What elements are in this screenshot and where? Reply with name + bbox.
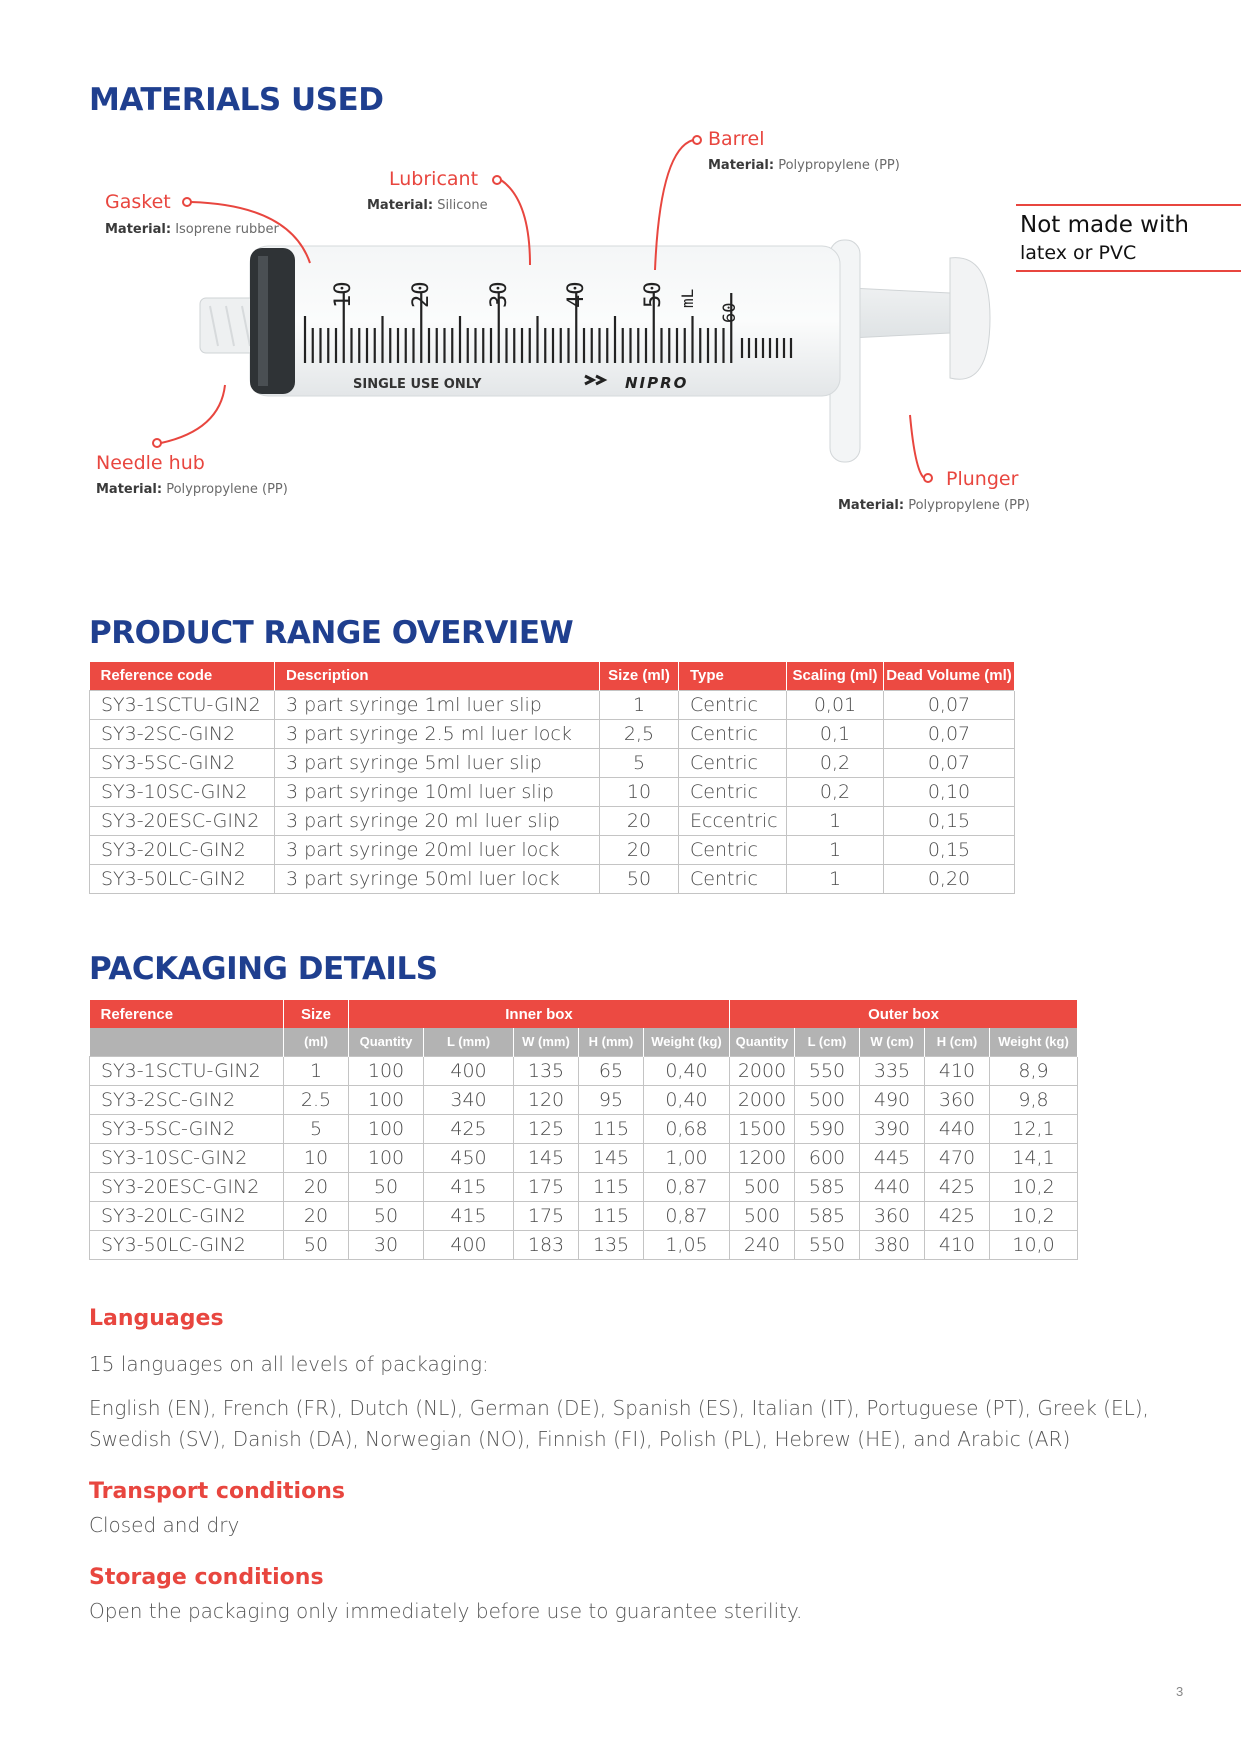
packaging-cell: 1200 [730,1143,795,1172]
packaging-row [90,1114,1078,1143]
packaging-cell: 14,1 [990,1143,1078,1172]
materials-title: MATERIALS USED [89,82,384,118]
packaging-cell: SY3-20LC-GIN2 [90,1201,284,1230]
packaging-row [90,1056,1078,1085]
callout-lubricant [367,168,488,213]
subheader-inner-weight: Weight (kg) [644,1028,730,1056]
packaging-cell: 335 [860,1056,925,1085]
col-scaling: Scaling (ml) [787,662,884,690]
packaging-cell: 410 [925,1056,990,1085]
range-cell: SY3-10SC-GIN2 [90,777,275,806]
transport-title: Transport conditions [89,1479,345,1504]
packaging-cell: 1 [284,1056,349,1085]
range-cell: Eccentric [679,806,787,835]
range-cell: SY3-1SCTU-GIN2 [90,690,275,719]
packaging-cell: 500 [730,1201,795,1230]
packaging-cell: 175 [514,1172,579,1201]
packaging-cell: SY3-1SCTU-GIN2 [90,1056,284,1085]
languages-intro: 15 languages on all levels of packaging: [89,1352,489,1376]
range-cell: 0,15 [884,806,1015,835]
range-cell: 3 part syringe 20ml luer lock [275,835,600,864]
col-description: Description [275,662,600,690]
range-cell: Centric [679,835,787,864]
packaging-cell: 50 [349,1201,424,1230]
subheader-outer-height: H (cm) [925,1028,990,1056]
single-use-label: SINGLE USE ONLY [353,377,482,392]
packaging-cell: 100 [349,1056,424,1085]
col-size: Size [284,1000,349,1028]
packaging-cell: 9,8 [990,1085,1078,1114]
col-reference: Reference [90,1000,284,1028]
packaging-cell: SY3-5SC-GIN2 [90,1114,284,1143]
range-cell: 0,07 [884,690,1015,719]
range-cell: Centric [679,690,787,719]
packaging-cell: 183 [514,1230,579,1259]
range-cell: 0,10 [884,777,1015,806]
range-cell: 50 [600,864,679,893]
packaging-cell: 425 [925,1172,990,1201]
languages-list-line-1: English (EN), French (FR), Dutch (NL), German (DE), Spanish (ES), Italian (IT), Portuguese (PT), Greek (EL), [89,1396,1149,1420]
col-inner-box: Inner box [349,1000,730,1028]
range-cell: 0,01 [787,690,884,719]
packaging-row [90,1201,1078,1230]
scale-60: 60 [720,302,740,323]
needle-hub-material: Material: Polypropylene (PP) [96,482,288,497]
col-outer-box: Outer box [730,1000,1078,1028]
gasket-name: Gasket [105,191,171,213]
subheader-ml: (ml) [284,1028,349,1056]
plunger-name: Plunger [946,468,1019,490]
callout-plunger [838,468,1030,513]
packaging-cell: 8,9 [990,1056,1078,1085]
range-cell: 0,07 [884,719,1015,748]
packaging-cell: 360 [925,1085,990,1114]
packaging-cell: SY3-20ESC-GIN2 [90,1172,284,1201]
range-cell: SY3-5SC-GIN2 [90,748,275,777]
packaging-cell: 1,00 [644,1143,730,1172]
packaging-cell: 340 [424,1085,514,1114]
note-line-2: latex or PVC [1020,242,1137,264]
range-cell: 2,5 [600,719,679,748]
page-number: 3 [1176,1684,1184,1699]
scale-20: 20 [409,281,434,308]
packaging-cell: 0,68 [644,1114,730,1143]
packaging-cell: 445 [860,1143,925,1172]
subheader-inner-quantity: Quantity [349,1028,424,1056]
packaging-cell: 410 [925,1230,990,1259]
packaging-cell: 100 [349,1114,424,1143]
range-row [90,690,1015,719]
subheader-inner-height: H (mm) [579,1028,644,1056]
packaging-cell: 0,40 [644,1085,730,1114]
subheader-blank [90,1028,284,1056]
storage-text: Open the packaging only immediately before use to guarantee sterility. [89,1599,803,1623]
packaging-cell: SY3-2SC-GIN2 [90,1085,284,1114]
packaging-row [90,1230,1078,1259]
packaging-cell: 100 [349,1085,424,1114]
packaging-cell: 1500 [730,1114,795,1143]
subheader-outer-width: W (cm) [860,1028,925,1056]
packaging-cell: 115 [579,1172,644,1201]
range-cell: 0,1 [787,719,884,748]
packaging-cell: SY3-10SC-GIN2 [90,1143,284,1172]
range-cell: Centric [679,748,787,777]
packaging-cell: 10,2 [990,1201,1078,1230]
packaging-cell: 1,05 [644,1230,730,1259]
scale-50: 50 [641,281,666,308]
range-cell: 5 [600,748,679,777]
packaging-cell: 145 [579,1143,644,1172]
packaging-cell: 145 [514,1143,579,1172]
range-row [90,777,1015,806]
packaging-header-row [90,1000,1078,1028]
range-cell: 3 part syringe 1ml luer slip [275,690,600,719]
packaging-cell: 490 [860,1085,925,1114]
range-cell: SY3-20LC-GIN2 [90,835,275,864]
range-cell: 0,20 [884,864,1015,893]
range-cell: 3 part syringe 20 ml luer slip [275,806,600,835]
range-cell: 3 part syringe 2.5 ml luer lock [275,719,600,748]
packaging-cell: 175 [514,1201,579,1230]
col-reference-code: Reference code [90,662,275,690]
range-cell: SY3-2SC-GIN2 [90,719,275,748]
packaging-cell: 10,2 [990,1172,1078,1201]
packaging-row [90,1172,1078,1201]
packaging-cell: 440 [860,1172,925,1201]
packaging-cell: 585 [795,1172,860,1201]
range-row [90,719,1015,748]
packaging-cell: 470 [925,1143,990,1172]
packaging-cell: 0,87 [644,1172,730,1201]
range-cell: 0,2 [787,748,884,777]
subheader-inner-length: L (mm) [424,1028,514,1056]
subheader-outer-quantity: Quantity [730,1028,795,1056]
range-cell: Centric [679,864,787,893]
range-cell: 1 [787,835,884,864]
packaging-cell: 115 [579,1201,644,1230]
packaging-cell: 10 [284,1143,349,1172]
packaging-cell: 400 [424,1056,514,1085]
packaging-cell: 20 [284,1201,349,1230]
packaging-cell: 135 [514,1056,579,1085]
range-row [90,835,1015,864]
packaging-cell: 360 [860,1201,925,1230]
packaging-cell: 425 [424,1114,514,1143]
packaging-cell: 440 [925,1114,990,1143]
packaging-cell: 2.5 [284,1085,349,1114]
plunger-material: Material: Polypropylene (PP) [838,498,1030,513]
packaging-cell: 600 [795,1143,860,1172]
subheader-outer-length: L (cm) [795,1028,860,1056]
barrel-name: Barrel [708,128,765,150]
not-latex-note [1016,204,1241,272]
packaging-cell: 240 [730,1230,795,1259]
languages-title: Languages [89,1306,224,1331]
range-row [90,806,1015,835]
range-cell: 0,2 [787,777,884,806]
transport-text: Closed and dry [89,1513,240,1537]
packaging-cell: 425 [925,1201,990,1230]
packaging-cell: 12,1 [990,1114,1078,1143]
packaging-cell: 65 [579,1056,644,1085]
packaging-cell: 10,0 [990,1230,1078,1259]
brand-logo: NIPRO [625,374,689,392]
packaging-cell: 5 [284,1114,349,1143]
packaging-cell: 380 [860,1230,925,1259]
callout-gasket [105,191,279,237]
packaging-cell: 135 [579,1230,644,1259]
col-size: Size (ml) [600,662,679,690]
callout-barrel [708,128,900,173]
packaging-subheader-row [90,1028,1078,1056]
packaging-cell: 590 [795,1114,860,1143]
storage-title: Storage conditions [89,1565,324,1590]
packaging-cell: 415 [424,1201,514,1230]
packaging-cell: 2000 [730,1056,795,1085]
col-dead-volume: Dead Volume (ml) [884,662,1015,690]
range-row [90,748,1015,777]
packaging-cell: 95 [579,1085,644,1114]
packaging-cell: 120 [514,1085,579,1114]
packaging-table [89,1000,1078,1260]
scale-40: 40 [564,281,589,308]
packaging-cell: 550 [795,1056,860,1085]
range-cell: 3 part syringe 5ml luer slip [275,748,600,777]
scale-unit: mL [678,288,697,308]
range-cell: 3 part syringe 50ml luer lock [275,864,600,893]
packaging-cell: 115 [579,1114,644,1143]
packaging-cell: SY3-50LC-GIN2 [90,1230,284,1259]
scale-10: 10 [331,281,356,308]
range-header-row [90,662,1015,690]
packaging-cell: 20 [284,1172,349,1201]
range-cell: 1 [787,864,884,893]
range-cell: 1 [600,690,679,719]
packaging-cell: 500 [730,1172,795,1201]
needle-hub-name: Needle hub [96,452,205,474]
range-cell: 10 [600,777,679,806]
lubricant-name: Lubricant [389,168,479,190]
range-cell: 20 [600,806,679,835]
range-cell: 0,15 [884,835,1015,864]
packaging-cell: 500 [795,1085,860,1114]
packaging-cell: 50 [349,1172,424,1201]
packaging-cell: 125 [514,1114,579,1143]
range-cell: SY3-50LC-GIN2 [90,864,275,893]
lubricant-material: Material: Silicone [367,198,488,213]
range-cell: Centric [679,777,787,806]
range-cell: 1 [787,806,884,835]
range-cell: 20 [600,835,679,864]
packaging-cell: 0,87 [644,1201,730,1230]
packaging-cell: 400 [424,1230,514,1259]
packaging-title: PACKAGING DETAILS [89,951,438,987]
range-cell: SY3-20ESC-GIN2 [90,806,275,835]
packaging-cell: 50 [284,1230,349,1259]
product-range-table [89,662,1015,894]
subheader-outer-weight: Weight (kg) [990,1028,1078,1056]
packaging-cell: 450 [424,1143,514,1172]
subheader-inner-width: W (mm) [514,1028,579,1056]
packaging-cell: 100 [349,1143,424,1172]
packaging-cell: 30 [349,1230,424,1259]
packaging-cell: 390 [860,1114,925,1143]
callout-needle-hub [96,452,288,497]
range-title: PRODUCT RANGE OVERVIEW [89,615,574,651]
col-type: Type [679,662,787,690]
packaging-cell: 585 [795,1201,860,1230]
packaging-cell: 0,40 [644,1056,730,1085]
note-line-1: Not made with [1020,212,1189,238]
packaging-cell: 2000 [730,1085,795,1114]
packaging-row [90,1085,1078,1114]
scale-30: 30 [487,281,512,308]
range-row [90,864,1015,893]
languages-list-line-2: Swedish (SV), Danish (DA), Norwegian (NO), Finnish (FI), Polish (PL), Hebrew (HE), and Arabic (AR) [89,1427,1071,1451]
range-cell: Centric [679,719,787,748]
packaging-cell: 550 [795,1230,860,1259]
gasket-material: Material: Isoprene rubber [105,222,279,237]
barrel-material: Material: Polypropylene (PP) [708,158,900,173]
range-cell: 3 part syringe 10ml luer slip [275,777,600,806]
range-cell: 0,07 [884,748,1015,777]
packaging-row [90,1143,1078,1172]
languages-list [89,1393,1179,1455]
packaging-cell: 415 [424,1172,514,1201]
